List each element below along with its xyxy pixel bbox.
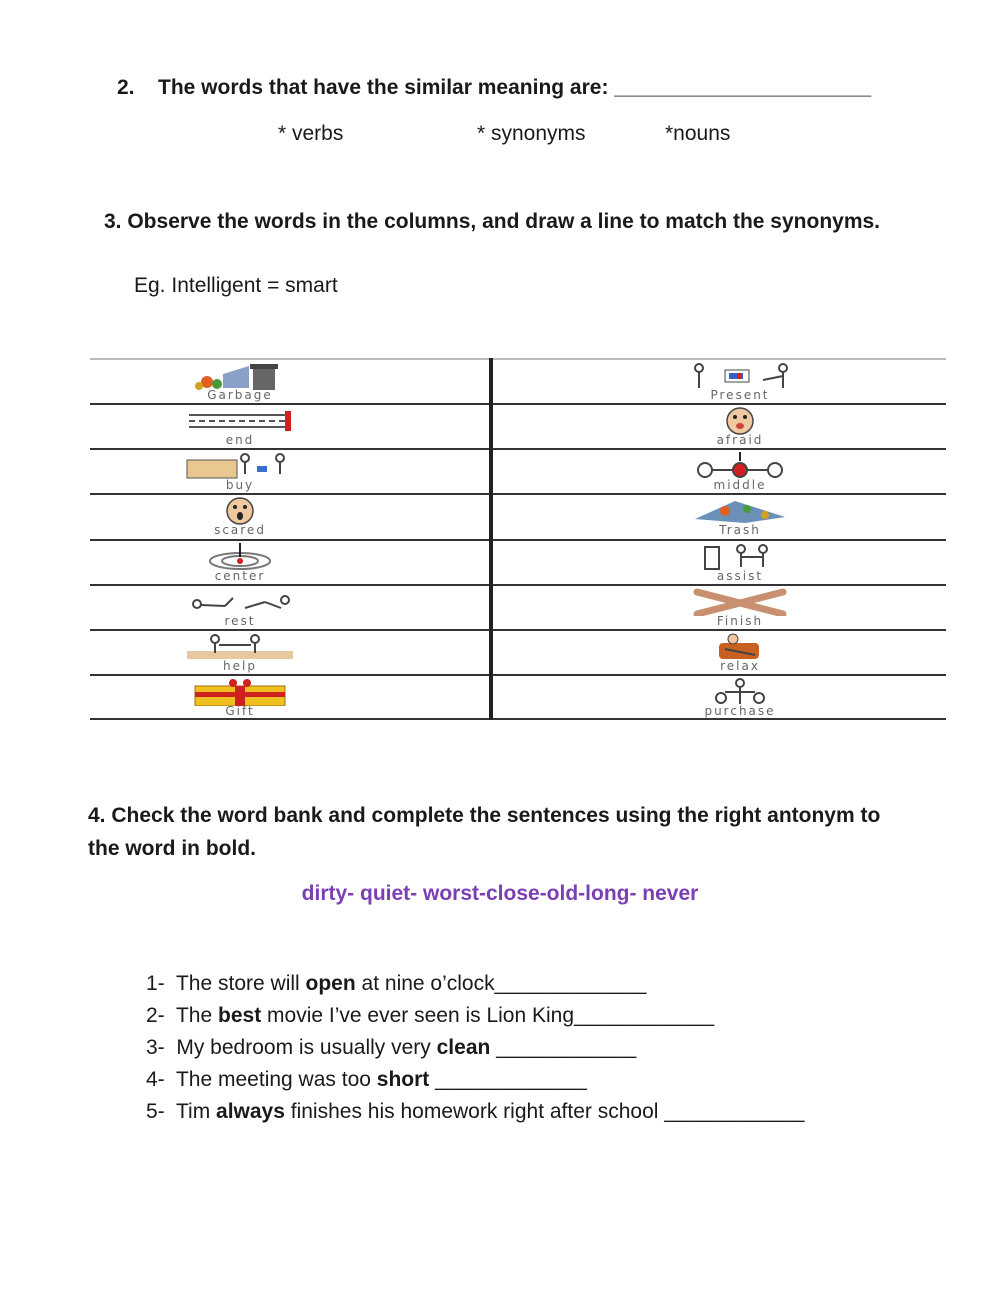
right-item-finish <box>590 584 890 629</box>
right-item-middle <box>590 448 890 493</box>
sentence-text-before: The <box>175 1004 219 1027</box>
sentence-number: 3- <box>146 1036 165 1059</box>
right-item-trash <box>590 493 890 538</box>
left-item-end <box>90 403 390 448</box>
sentence-text-after: ____________ <box>490 1036 637 1059</box>
left-item-buy <box>90 448 390 493</box>
sentence-number: 2- <box>146 1004 165 1027</box>
left-item-label: scared <box>214 523 266 537</box>
sentence-number: 4- <box>146 1068 165 1091</box>
right-item-label: afraid <box>716 433 764 447</box>
sentence-5 <box>146 1100 804 1124</box>
right-item-label: Trash <box>719 523 761 537</box>
target-center-icon <box>185 543 295 571</box>
sentence-2 <box>146 1004 714 1028</box>
relax-icon <box>685 633 795 661</box>
left-item-label: rest <box>224 614 256 628</box>
sentence-bold-word: best <box>218 1004 262 1027</box>
right-item-label: assist <box>716 569 764 583</box>
left-item-label: Garbage <box>207 388 273 402</box>
sentence-text-after: at nine o’clock_____________ <box>355 972 647 995</box>
matching-table <box>90 358 946 720</box>
sentence-bold-word: short <box>376 1068 430 1091</box>
afraid-face-icon <box>685 407 795 435</box>
left-item-center <box>90 539 390 584</box>
middle-icon <box>685 452 795 480</box>
q2-prompt: The words that have the similar meaning are: ______________________ <box>158 76 872 99</box>
sentence-number: 5- <box>146 1100 165 1123</box>
assist-icon <box>685 543 795 571</box>
sentence-text-before: Tim <box>175 1100 217 1123</box>
sentence-1 <box>146 972 646 996</box>
q4-prompt-line2: the word in bold. <box>88 837 256 860</box>
column-divider <box>489 358 493 720</box>
sentence-bold-word: open <box>305 972 356 995</box>
purchase-icon <box>685 678 795 706</box>
left-item-label: buy <box>225 478 255 492</box>
right-item-label: relax <box>720 659 760 673</box>
scared-face-icon <box>185 497 295 525</box>
left-item-help <box>90 629 390 674</box>
right-item-label: Finish <box>716 614 764 628</box>
sentence-text-before: The store will <box>175 972 306 995</box>
sentence-text-after: movie I’ve ever seen is Lion King____________ <box>261 1004 715 1027</box>
trash-icon <box>685 497 795 525</box>
left-item-label: help <box>223 659 257 673</box>
left-item-label: center <box>214 569 266 583</box>
word-bank: dirty- quiet- worst-close-old-long- never <box>301 882 699 905</box>
sentence-text-after: finishes his homework right after school ____________ <box>284 1100 805 1123</box>
right-item-label: purchase <box>704 704 776 718</box>
right-item-relax <box>590 629 890 674</box>
gift-icon <box>185 678 295 706</box>
q3-prompt: 3. Observe the words in the columns, and draw a line to match the synonyms. <box>104 210 881 233</box>
finish-crossed-hands-icon <box>685 588 795 616</box>
left-item-label: end <box>225 433 255 447</box>
sentence-3 <box>146 1036 636 1060</box>
right-item-present <box>590 358 890 403</box>
sentence-number: 1- <box>146 972 165 995</box>
sentence-text-before: The meeting was too <box>175 1068 377 1091</box>
right-item-assist <box>590 539 890 584</box>
q4-prompt-line1: 4. Check the word bank and complete the sentences using the right antonym to <box>88 804 881 827</box>
sentence-bold-word: clean <box>436 1036 491 1059</box>
q2-option-synonyms: * synonyms <box>477 122 586 145</box>
help-icon <box>185 633 295 661</box>
right-item-afraid <box>590 403 890 448</box>
q2-option-nouns: *nouns <box>665 122 731 145</box>
right-item-label: Present <box>710 388 770 402</box>
q3-example: Eg. Intelligent = smart <box>134 274 338 297</box>
right-item-label: middle <box>713 478 767 492</box>
left-item-scared <box>90 493 390 538</box>
right-item-purchase <box>590 674 890 719</box>
left-item-label: Gift <box>225 704 255 718</box>
garbage-icon <box>185 362 295 390</box>
present-icon <box>685 362 795 390</box>
buy-icon <box>185 452 295 480</box>
left-item-rest <box>90 584 390 629</box>
q2-option-verbs: * verbs <box>278 122 344 145</box>
left-item-gift <box>90 674 390 719</box>
rest-icon <box>185 588 295 616</box>
sentence-4 <box>146 1068 587 1092</box>
sentence-text-after: _____________ <box>429 1068 587 1091</box>
end-arrow-icon <box>185 407 295 435</box>
sentence-bold-word: always <box>216 1100 285 1123</box>
left-item-garbage <box>90 358 390 403</box>
q2-number: 2. <box>117 76 135 99</box>
sentence-text-before: My bedroom is usually very <box>176 1036 437 1059</box>
